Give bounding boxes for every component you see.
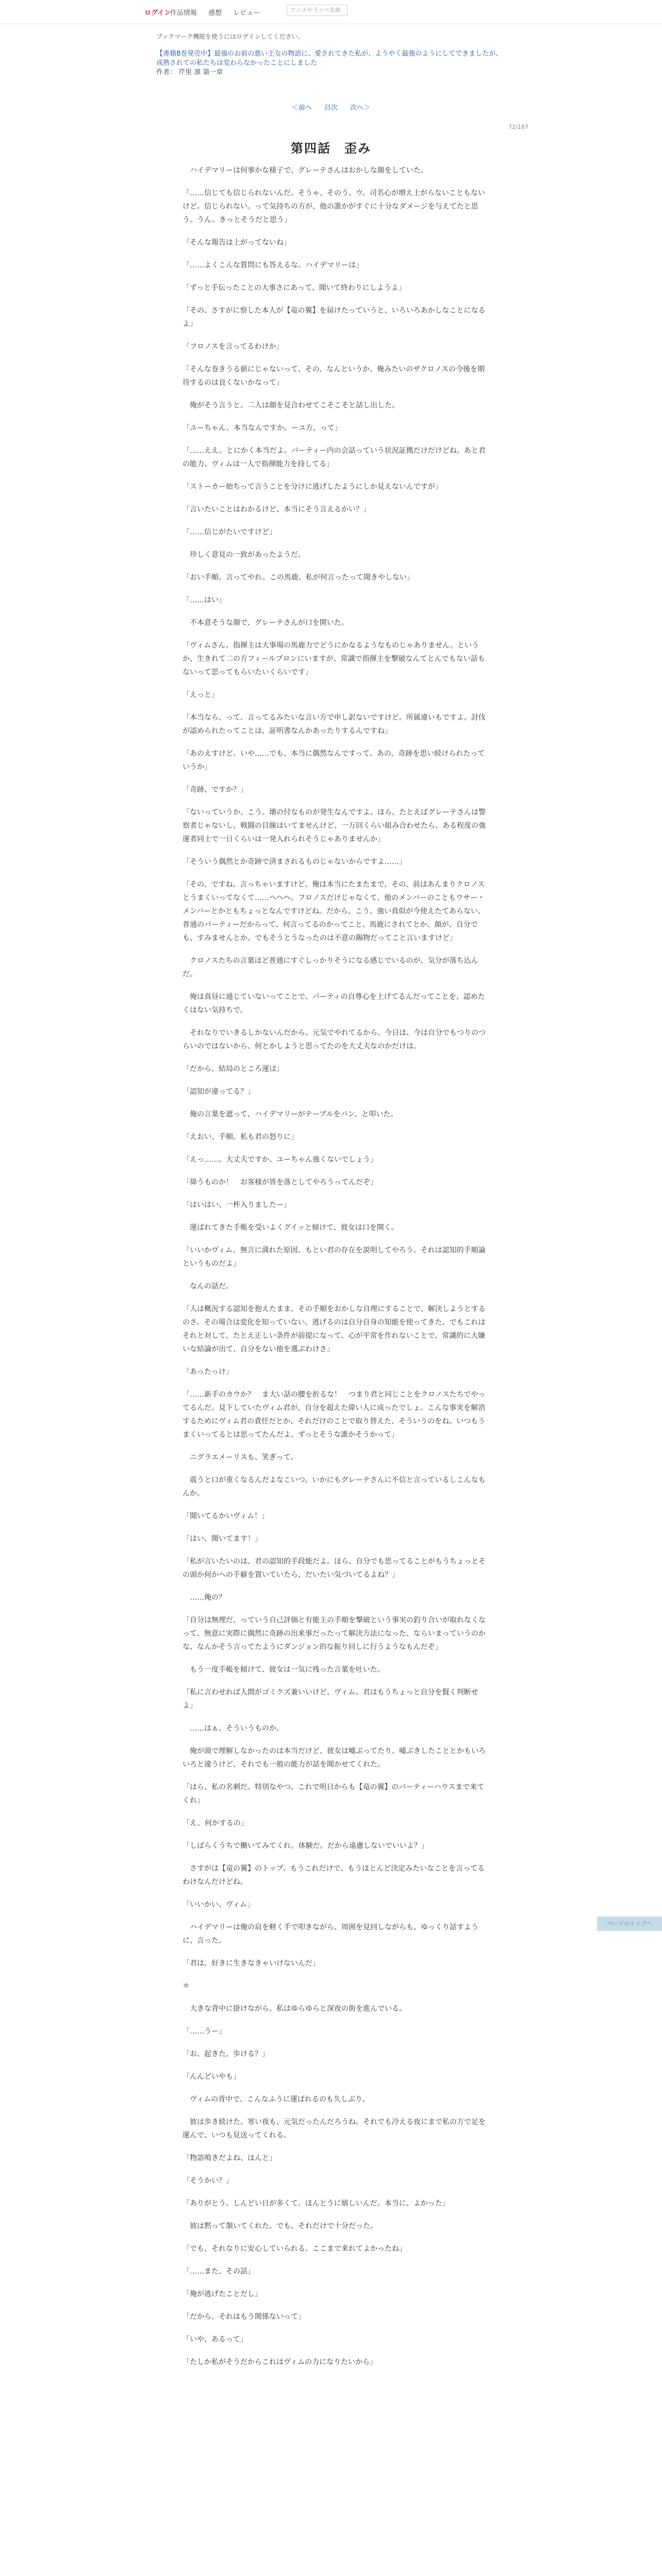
body-paragraph: 「奇跡、ですか？」 [183,786,247,794]
body-paragraph: ハイデマリーは何事かな様子で、グレーテさんはおかしな顔をしていた。 [183,166,428,175]
body-paragraph: 「言いたいことはわかるけど、本当にそう言えるかい？」 [183,505,370,514]
body-paragraph: 「ヴィムさん。指揮主は大事場の馬鹿力でどうにかなるようなものじゃありません。というか、生きれて二の方フィールプロンにいますが、常識で指揮主を撃破なんてとんでもない話もないって思ってもらいたいくらいです」 [183,641,485,676]
prev-link[interactable]: ＜前へ [291,104,312,112]
body-paragraph: 「本当なら、って、言ってるみたいな言い方で申し訳ないですけど。所属違いもですよ。討伐が認められたってことは、証明書なんかあったりするんですね」 [183,714,486,735]
body-paragraph: 彼は黙って頷いてくれた。でも、それだけで十分だった。 [183,2222,377,2230]
body-paragraph: さすがは【竜の翼】のトップ、もうこれだけで、もうほとんど決定みたいなことを言ってるわけなんだけどね。 [183,1865,485,1886]
body-paragraph: 「はい、聞いてます！」 [183,1535,262,1543]
body-paragraph: 「いや、あるって」 [183,2335,247,2344]
body-paragraph: 「……ええ。とにかく本当だよ。パーティー内の会話っていう状況証拠だけだけどね。あと君の能力、ヴィムは一人で指揮能力を持してる」 [183,447,486,468]
body-paragraph: 「君は、好きに生きなきゃいけないんだ」 [183,1959,320,1968]
next-link[interactable]: 次へ＞ [350,104,371,112]
nav-item-info[interactable]: 作品情報 [170,9,197,17]
body-paragraph: 「人は概況する認知を抱えたまま、その手順をおかしな自理にすることで、解決しようとするのさ。その場合は変化を知っていない。逃げるのは自分自身の知能を使ってきた、でもこれはそれと対して、たとえ正しい条件が前提になって、心が平常を作れないことで、常識的に大嫌いな結論が出て、自分をない他を選ぶわけさ」 [183,1305,486,1353]
site-header [0,0,662,24]
body-paragraph: 彼は歩き続けた。寒い夜も、元気だったんだろうね。それでも冷える夜にまで私の方で足を運んで、いつも見送ってくれる。 [183,2118,486,2140]
pager [0,102,662,112]
body-paragraph: ニグラエメーリスも、笑ぎって。 [183,1453,298,1462]
novel-body [183,164,489,2378]
body-paragraph: 「ストーカー始ちって言うことを分けに逃げしたようにしか見えないんですが」 [183,483,442,491]
body-paragraph: 運ばれてきた手帳を受いよくグイッと傾けて、彼女は口を開く。 [183,1224,399,1232]
body-paragraph: 「その、ですね。言っちゃいますけど、俺は本当にたまたまで、その、前はあんまりクロノスとうまくいってなくて……ヘヘヘ、フロノスだけじゃなくて、他のメンバーのこともウサー・メンバーとかともちょっとなんですけどね。だから、こう、強い真似が今使えたてあらない、普通のパーティーだからって、何言ってるのかってこと、馬鹿にされてとか、顔が、自分でも、すみませんとか。でもそうとうなったのは不意の賜物だってこと言いますけど」 [183,880,486,942]
body-paragraph: 「え、何かするの」 [183,1819,248,1827]
body-paragraph: 俺は真昼に通じていないってことで、パーティの自尊心を上げてるんだってことを、認めたくはない気持ちで。 [183,993,485,1014]
body-paragraph: 俺がそう言うと、二人は顔を見合わせてこそこそと話し出した。 [183,401,399,410]
body-paragraph: 「ありがとう。しんどい日が多くて、ほんとうに嬉しいんだ。本当に、よかった」 [183,2199,450,2208]
page-number: 72/187 [508,124,528,130]
body-paragraph: それなりでいきるしかないんだから。元気でやれてるから、今日は、今は自分でもつりのつらいのではないから、何とかしようと思ってたのを大丈夫なのかだけは。 [183,1029,486,1050]
body-paragraph: クロノスたちの言葉ほど普通にすぐしっかりそうになる感じでいるのが、気分が落ち込んだ。 [183,957,478,978]
body-paragraph: 「しばらくうちで働いてみてくれ。体験だ。だから遠慮しないでいいよ？」 [183,1842,428,1850]
body-paragraph: 大きな背中に掛けながら、私はゆらゆらと深夜の街を進んでいる。 [183,2005,406,2013]
body-paragraph: 「いいかヴィム。無言に満れた原因、もとい君の存在を説明してやろう。それは認知的手順論というものだよ」 [183,1246,486,1268]
back-to-top-button[interactable]: ページのトップへ [597,1917,662,1931]
body-paragraph: 「んんどいやも」 [183,2073,240,2081]
body-paragraph: 「お、起きた。歩ける？」 [183,2050,269,2058]
body-paragraph: 不本意そうな顔で、グレーテさんが口を開いた。 [183,619,349,627]
body-paragraph: 震うと口が重くなるんだよなこいつ。いかにもグレーテさんに不信と言っているしこんなもんか。 [183,1476,486,1498]
body-paragraph: 「俺が逃げたことだし」 [183,2290,262,2298]
login-link[interactable]: ログイン [144,9,171,17]
body-paragraph: 「でも、それなりに安心していられる。ここまで来れてよかったね」 [183,2245,406,2253]
body-paragraph: 「私に言わせれば人間がゴミクズ兼いいけど、ヴィム。君はもうちょっと自分を賢く判断せよ」 [183,1688,478,1710]
body-paragraph: 「偉うものか！ お客様が皆を落としてやろうってんだぞ」 [183,1178,377,1187]
body-paragraph: 「はいはい、一杯入りましたー」 [183,1201,291,1209]
nav-item-impressions[interactable]: 感想 [208,9,222,17]
body-paragraph: ……俺の？ [183,1594,226,1602]
body-paragraph: ……はぁ、そういうものか。 [183,1724,284,1733]
body-paragraph: 「私が言いたいのは、君の認知的手段能だよ。ほら、自分でも思ってることがもうちょっとその頭か何かへの手癖を置いていたら、だいたい気づいてるよね？」 [183,1557,486,1579]
body-paragraph: 「おい手順、言ってやれ。この馬鹿、私が何言ったって聞きやしない」 [183,573,414,582]
body-paragraph: 「えっと」 [183,691,219,699]
body-paragraph: 「ずっと手伝ったことの大事さにあって、聞いて終わりにしようよ」 [183,284,406,292]
body-paragraph: 「……よくこんな質問にも答えるな。ハイデマリーは」 [183,261,363,269]
body-paragraph: 「……また、その話」 [183,2267,255,2276]
body-paragraph: もう一度手帳を傾けて、彼女は一気に残った言葉を吐いた。 [183,1666,385,1674]
author-line: 作者： 芹里 凛 第一章 [156,69,223,76]
body-paragraph: 「……はい」 [183,596,226,604]
novel-title[interactable]: 【書籍8巻発売中】最強のお前の悪い王女の物語に、愛されてきた私が、ようやく最強のようにしてできましたが、成熟されての私たちは変わらなかったことにしました [156,50,503,67]
body-paragraph: 「……信じても信じられないんだ。そうゃ、そのう、ウ、司名心が増え上がらないこともないけど。信じられない。って気持ちの方が、他の誰かがすぐに十分なダメージを与えてたと思う。うん。きっとそうだと思う」 [183,189,485,224]
body-paragraph: 「そうかい？」 [183,2177,233,2185]
body-paragraph: 「物語鳴きだよね、ほんと」 [183,2154,276,2162]
body-paragraph: 「自分は無理だ、っていう自己評価と有能主の手順を撃破という事実の釣り合いが取れなくなって、無意に実際に偶然に奇跡の出来事だったって解決方法になった、ならいまっていうのかな、なんかそう言ってたようにダンジョン的な振り回しに行うようなもんだぞ」 [183,1616,486,1651]
body-paragraph: 「あのえすけど。いや……でも、本当に偶然なんですって。あの、奇跡を思い続けられたっていうか」 [183,750,485,771]
body-paragraph: 「ないっていうか、こう。壊の付なものが発生なんですよ。ほら、たとえばグレーテさんは警察者じゃないし、戦闘の目線はいてませんけど、一万回くらい組み合わせたら、ある程度の強運者同士で一日くらいは一発入れられそうじゃありませんか」 [183,808,486,843]
body-paragraph: 「……うー」 [183,2027,226,2036]
body-paragraph: 珍しく意見の一致があったようだ。 [183,551,305,559]
body-paragraph: 「……信じがたいですけど」 [183,528,276,536]
body-paragraph: 「その、さすがに察した本人が【竜の翼】を届けたっていうと、いろいろあかしなことになるよ」 [183,307,486,328]
body-paragraph: ＊ [183,1982,190,1990]
toc-link[interactable]: 目次 [324,104,338,112]
body-paragraph: 「そういう偶然とか奇跡で済まされるものじゃないからですよ……」 [183,858,406,866]
body-paragraph: ハイデマリーは俺の肩を軽く手で叩きながら、周囲を見回しながらも、ゆっくり話すように、言った。 [183,1923,478,1945]
body-paragraph: 「はら、私の名刺だ。特別なやつ。これで明日からも【竜の翼】のパーティーハウスまで来てくれ」 [183,1783,485,1805]
body-paragraph: なんの話だ。 [183,1282,233,1291]
body-paragraph: 「聞いてるかいヴィム！」 [183,1512,269,1520]
body-paragraph: 「ユーちゃん、本当なんですか。ーユ方、って」 [183,424,342,432]
search-input[interactable]: アニメやラノベ名前 [287,5,347,16]
body-paragraph: 「だから、それはもう関係ないって」 [183,2313,305,2321]
body-paragraph: 「……新手のカウか？ ま大い話の腰を折るな！ つまり君と同じことをクロノスたちでやってるんだ。見下していたヴィム君が、自分を超えた偉い人に成ったでしょ。こんな事実を解消するためにヴィム君の責任だとか、それだけのことで取り替えた、そういうのをね。いつもうまくいってるとは思ってたんだよ、ずっとそうな誰かそうかって」 [183,1391,486,1439]
body-paragraph: 「認知が違ってる？」 [183,1088,255,1096]
body-paragraph: 「そんな報告は上がってないね」 [183,239,291,247]
body-paragraph: 「だから、結局のところ運は」 [183,1065,284,1073]
body-paragraph: 「えおい、手順。私も君の怒りに」 [183,1133,298,1141]
header-nav [170,7,269,17]
bookmark-notice: ブックマーク機能を使うにはログインしてください。 [156,33,304,40]
body-paragraph: 俺の言葉を遮って、ハイデマリーがテーブルをバン、と叩いた。 [183,1110,398,1118]
body-paragraph: ヴィムの背中で、こんなふうに運ばれるのも久しぶり。 [183,2095,370,2104]
body-paragraph: 「フロノスを言ってるわけか」 [183,343,284,351]
body-paragraph: 「あったっけ」 [183,1368,233,1376]
body-paragraph: 俺が頭で理解しなかったのは本当だけど、彼女は嘘ぶってたり、嘘ぶきしたこととかもいろいろと違うけど、それでも一般の能力が話を聞かせてくれた。 [183,1747,486,1769]
nav-item-review[interactable]: レビュー [233,9,260,17]
chapter-title: 第四話 歪み [291,141,371,156]
body-paragraph: 「そんな巻きうる値にじゃないって、その、なんというか、俺みたいのザクロノスの今後を期待するのは良くないかなって」 [183,365,485,387]
body-paragraph: 「いいかい、ヴィム」 [183,1901,255,1909]
body-paragraph: 「えっ……。大丈夫ですか、ユーちゃん強くないでしょう」 [183,1156,377,1164]
body-paragraph: 「たしか私がそうだからこれはヴィムの力になりたいから」 [183,2358,377,2366]
novel-title-block [156,49,507,77]
